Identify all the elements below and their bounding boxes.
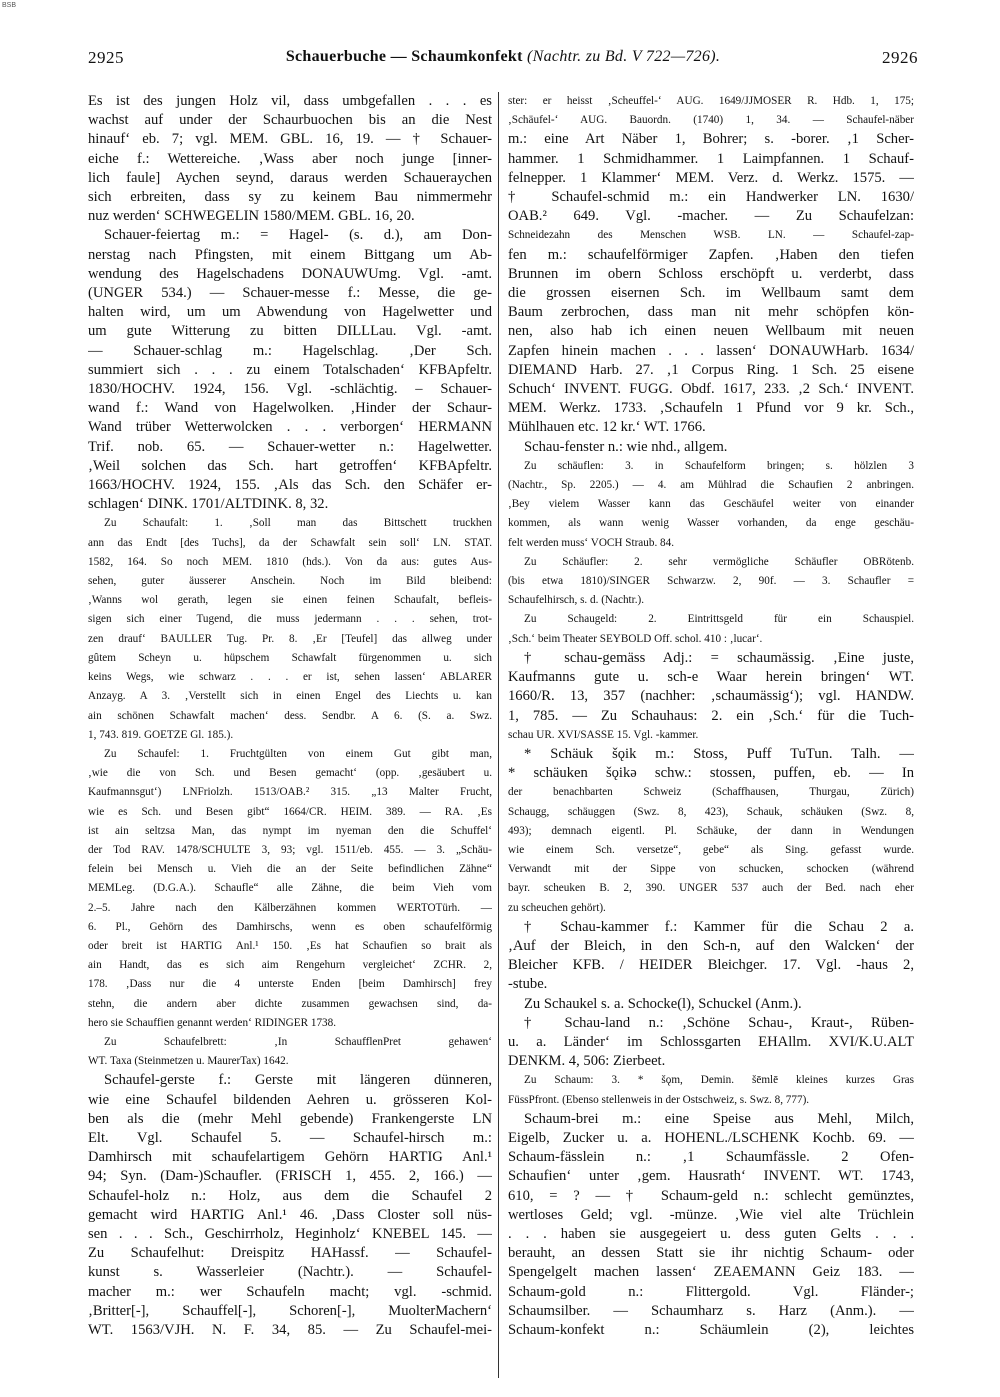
text-line: sich erbreiten, dass sy zu keinem Bau nimmermehr: [88, 189, 492, 206]
running-title: [88, 48, 918, 66]
text-line: Schaum-konfekt n.: Schäumlein (2), leichtes: [508, 1322, 914, 1338]
text-line: (UNGER 534.) — Schauer-messe f.: Messe, die ge-: [88, 285, 492, 302]
text-line: Es ist des jungen Holz vil, dass umbgefallen . . . es: [88, 93, 492, 109]
text-line: Zu Schäufler: 2. sehr vermögliche Schäufler OBRötenb.: [524, 555, 914, 568]
text-line: MEM. Werkz. 1733. ‚Schaufeln 1 Pfund vor 9 kr. Sch.,: [508, 400, 914, 417]
text-line: (Nachtr., Sp. 2205.) — 4. am Mühlrad die Schaufien 2 anbringen.: [508, 479, 914, 492]
text-line: ann das Endt [des Tuchs], da der Schawfalt sein soll‘ LN. STAT.: [88, 536, 492, 549]
text-line: -stube.: [508, 976, 548, 993]
text-line: die grossen eisernen Sch. im Wellbaum samt dem: [508, 285, 914, 302]
text-line: Schauer-feiertag m.: = Hagel- (s. d.), am Don-: [104, 227, 492, 244]
text-line: schau UR. XVI/SASSE 15. Vgl. -kammer.: [508, 728, 699, 741]
page-number-right: 2926: [882, 48, 918, 67]
text-line: Schau-fenster n.: wie nhd., allgem.: [524, 438, 728, 455]
text-line: 1582, 164. So noch MEM. 1810 (hds.). Von da aus: gutes Aus-: [88, 555, 492, 568]
text-line: Schaufel-gerste f.: Gerste mit längeren dünneren,: [104, 1072, 492, 1089]
text-line: Zapfen hinein machen . . . lassen‘ DONAUWHarb. 1634/: [508, 342, 914, 359]
text-line: FüssPfront. (Ebenso stellenweis in der Ostschweiz, s. Swz. 8, 777).: [508, 1093, 810, 1106]
text-line: ‚Weil solchen das Sch. hart getroffen‘ KFBApfeltr.: [88, 457, 492, 474]
text-line: hinauf‘ eb. 7; vgl. MEM. GBL. 16, 19. — † Schauer-: [88, 131, 492, 148]
text-line: Mühlhauen etc. 12 kr.‘ WT. 1766.: [508, 419, 706, 436]
text-line: 610, = ? — † Schaum-geld n.: schlecht gemünztes,: [508, 1187, 914, 1204]
column-divider: [498, 92, 499, 1378]
text-line: wachst auf under der Schaurbuochen bis an die Nest: [88, 112, 492, 129]
text-line: DENKM. 4, 506: Zierbeet.: [508, 1053, 666, 1070]
text-line: ain schönen Schawfalt machen‘ dess. Sendbr. A 6. (S. a. Swz.: [88, 709, 492, 722]
text-line: fen m.: schaufelförmiger Zapfen. ‚Haben den tiefen: [508, 246, 914, 263]
text-line: bayr. scheuken B. 2, 390. UNGER 537 auch der Bed. nach eher: [508, 882, 914, 895]
text-line: Zu Schaum: 3. * šǫm, Demin. šēmlē kleines kurzes Gras: [524, 1074, 914, 1087]
text-line: Bleicher KFB. / HEIDER Bleichger. 17. Vgl. -haus 2,: [508, 957, 914, 974]
text-line: stehn, die andern aber dichte zusammen gewachsen sind, da-: [88, 997, 492, 1010]
text-line: Schuch‘ INVENT. FUGG. Obdf. 1617, 233. ‚2 Sch.‘ INVENT.: [508, 381, 914, 398]
text-line: † Schau-land n.: ‚Schöne Schau-, Kraut-, Rüben-: [524, 1014, 914, 1031]
text-line: summiert sich . . . zu einem Totalschaden‘ KFBApfeltr.: [88, 361, 492, 378]
text-line: Trif. nob. 65. — Schauer-wetter n.: Hagelwetter.: [88, 438, 492, 455]
text-line: felt werden muss‘ VOCH Straub. 84.: [508, 536, 675, 549]
text-line: ist ain seltzsa Man, das nympt im nyeman den die Schuffel‘: [88, 824, 492, 837]
text-line: 178. ‚Dass nur die 4 unterste Enden [beim Damhirsch] frey: [88, 978, 492, 991]
text-line: Kaufmanns gute u. sch-e Waar herein bringen‘ WT.: [508, 669, 914, 686]
text-line: Kaufmannsgut‘) LNFriolzh. 1513/OAB.² 315. „13 Malter Frucht,: [88, 786, 492, 799]
text-line: Schaufelhirsch, s. d. (Nachtr.).: [508, 594, 645, 607]
text-line: Anzayg. A 3. ‚Verstellt sich in einen Engel des Liechts u. kan: [88, 690, 492, 703]
text-line: halten wird, um um Abwendung von Hagelwetter und: [88, 304, 492, 321]
text-line: ‚Sch.‘ beim Theater SEYBOLD Off. schol. 410 : ‚lucar‘.: [508, 632, 763, 645]
text-line: 1, 785. — Zu Schauhaus: 2. ein ‚Sch.‘ für die Tuch-: [508, 707, 914, 724]
text-line: macher m.: wer Schaufeln macht; vgl. -schmid.: [88, 1283, 492, 1300]
text-line: DIEMAND Harb. 27. ‚1 Corpus Ring. 1 Sch. 25 eisene: [508, 361, 914, 378]
text-line: schlagen‘ DINK. 1701/ALTDINK. 8, 32.: [88, 496, 329, 513]
text-line: Zu schäuflen: 3. in Schaufelform bringen; s. hölzlen 3: [524, 459, 914, 472]
text-line: Spengelgelt machen lassen‘ ZEAEMANN Geiz 183. —: [508, 1264, 914, 1281]
text-line: Zu Schaukel s. a. Schocke(l), Schuckel (Anm.).: [524, 995, 802, 1012]
text-line: eiche f.: Wettereiche. ‚Wass aber noch junge [inner-: [88, 150, 492, 167]
text-line: sehen, guter äusserer Anschein. Noch im Bild bleibend:: [88, 575, 492, 588]
text-line: kunst s. Wasserleier (Nachtr.). — Schaufel-: [88, 1264, 492, 1281]
running-title-note: (Nachtr. zu Bd. V 722—726).: [527, 48, 721, 65]
text-line: Eigelb, Zucker u. a. HOHENL./LSCHENK Kochb. 69. —: [508, 1129, 914, 1146]
text-line: wertloses Geld; vgl. -münze. ‚Wie viel alte Trüchlein: [508, 1206, 914, 1223]
text-line: MEMLeg. (D.G.A.). Schaufle“ alle Zähne, die beim Vieh vom: [88, 882, 492, 895]
text-line: wie eine Schaufel bildenden Aehren u. grösseren Kol-: [88, 1091, 492, 1108]
text-line: berauht, an dessen Statt sie ihr nichtig Schaum- oder: [508, 1245, 914, 1262]
text-line: 94; Syn. (Dam-)Schaufler. (FRISCH 1, 455. 2, 166.) —: [88, 1168, 492, 1185]
library-stamp: BSB: [2, 2, 17, 9]
text-line: Brunnen im obern Schloss erschöpft u. verderbt, dass: [508, 265, 914, 282]
text-line: gemacht wird HARTIG Anl.¹ 46. ‚Dass Closter soll nüs-: [88, 1206, 492, 1223]
text-line: Schaum-fässlein n.: ‚1 Schaumfässle. 2 Ofen-: [508, 1149, 914, 1166]
text-line: Zu Schaufelhut: Dreispitz HAHassf. — Schaufel-: [88, 1245, 492, 1262]
text-line: gûtem Scheyn u. hüpschem Schawfalt fürgenommen u. sich: [88, 651, 492, 664]
text-line: ‚wie die von Sch. und Besen gemacht‘ (opp. ‚gesäubert u.: [88, 767, 492, 780]
text-line: 1663/HOCHV. 1924, 155. ‚Als das Sch. den Schäfer er-: [88, 477, 492, 494]
page-number-left: 2925: [88, 48, 124, 67]
text-line: zu scheuchen gehört).: [508, 901, 606, 914]
text-line: (bis etwa 1810)/SINGER Schwarzw. 2, 90f. — 3. Schaufler =: [508, 575, 914, 588]
text-line: kommen, als wann wenig Wasser vorhanden, da enge geschäu-: [508, 517, 914, 530]
right-column: [508, 92, 914, 1382]
text-line: der Tod RAV. 1478/SCHULTE 3, 93; vgl. 1511/eb. 455. — 3. „Schäu-: [88, 843, 492, 856]
text-line: Zu Schaufelbrett: ‚In SchaufflenPret gehawen‘: [104, 1035, 492, 1048]
text-line: felein bei Mensch u. Vieh die an der Seite befindlichen Zähne“: [88, 863, 492, 876]
running-title-text: Schauerbuche — Schaumkonfekt: [285, 48, 523, 65]
text-line: * Schäuk šǫik m.: Stoss, Puff TuTun. Talh. —: [524, 745, 914, 762]
text-line: OAB.² 649. Vgl. -macher. — Zu Schaufelzan:: [508, 208, 914, 225]
left-column: [88, 92, 492, 1382]
text-line: ain Handt, das es sich aim Rengehurn vergleichet‘ ZCHR. 2,: [88, 959, 492, 972]
text-line: ‚Bey vielem Wasser kann das Geschäufel weiter von einander: [508, 498, 914, 511]
text-line: wie es Sch. und Besen gibt“ 1664/CR. HEIM. 389. — RA. ‚Es: [88, 805, 492, 818]
text-line: — Schauer-schlag m.: Hagelschlag. ‚Der Sch.: [88, 342, 492, 359]
text-line: wand f.: Wand von Hagelwolken. ‚Hinder der Schaur-: [88, 400, 492, 417]
text-line: wendung des Hagelschadens DONAUWUmg. Vgl. -amt.: [88, 265, 492, 282]
text-line: ‚Britter[-], Schauffel[-], Schoren[-], MuolterMachern‘: [88, 1302, 492, 1319]
text-line: nen, also hab ich einen neuen Wellbaum mit neuen: [508, 323, 914, 340]
text-line: lich faule] Aychen seynd, daraus werden Schaueraychen: [88, 169, 492, 186]
text-line: Baum zerbrochen, dass man nit mehr schöpfen kön-: [508, 304, 914, 321]
text-line: Schaufel-holz n.: Holz, aus dem die Schaufel 2: [88, 1187, 492, 1204]
text-line: 493); demnach eigentl. Pl. Schäuke, der dann in Wendungen: [508, 824, 914, 837]
text-line: † schau-gemäss Adj.: = schaumässig. ‚Eine juste,: [524, 649, 914, 666]
text-line: Zu Schaufalt: 1. ‚Soll man das Bittschett truckhen: [104, 517, 492, 530]
text-line: nuz werden‘ SCHWEGELIN 1580/MEM. GBL. 16, 20.: [88, 208, 415, 225]
text-line: m.: eine Art Näber 1, Bohrer; s. -borer. ‚1 Scher-: [508, 131, 914, 148]
text-line: Schaum-brei m.: eine Speise aus Mehl, Milch,: [524, 1110, 914, 1127]
text-line: 2.–5. Jahre nach den Kälberzähnen kommen WERTOTürh. —: [88, 901, 492, 914]
text-line: Schaufien‘ unter ‚gem. Hausrath‘ INVENT. WT. 1743,: [508, 1168, 914, 1185]
text-line: Schaumsilber. — Schaumharz s. Harz (Anm.). —: [508, 1302, 914, 1319]
text-line: um gute Witterung zu bitten DILLLau. Vgl. -amt.: [88, 323, 492, 340]
text-line: Damhirsch mit schaufelartigem Gehörn HARTIG Anl.¹: [88, 1149, 492, 1166]
text-line: zen drauf‘ BAULLER Tug. Pr. 8. ‚Er [Teufel] das allweg under: [88, 632, 492, 645]
text-line: keins Wegs, wie schwarz . . . er ist, sehen lassen‘ ABLARER: [88, 671, 492, 684]
text-line: wie einem Sch. versetze“, gebe“ als Sing. gefasst wurde.: [508, 843, 914, 856]
text-line: Wand trüber Wetterwolcken . . . verborgen‘ HERMANN: [88, 419, 492, 436]
text-line: ‚Schäufel-‘ AUG. Bauordn. (1740) 1, 34. — Schaufel-näber: [508, 114, 914, 127]
text-line: ben als die (mehr Mehl gebende) Frankengerste LN: [88, 1110, 492, 1127]
text-line: sen . . . Sch., Geschirrholz, Heginholz‘ KNEBEL 145. —: [88, 1225, 492, 1242]
text-line: Zu Schaugeld: 2. Eintrittsgeld für ein Schauspiel.: [524, 613, 914, 626]
page-header: [88, 48, 918, 72]
text-line: u. a. Länder‘ im Schlossgarten EHAllm. XVI/K.U.ALT: [508, 1033, 914, 1050]
text-line: nerstag nach Pfingsten, mit einem Bittgang um Ab-: [88, 246, 492, 263]
text-line: hero sie Schauffien genannt werden‘ RIDINGER 1738.: [88, 1016, 337, 1029]
text-line: Zu Schaufel: 1. Fruchtgülten von einem Gut gibt man,: [104, 747, 492, 760]
text-line: WT. Taxa (Steinmetzen u. MaurerTax) 1642.: [88, 1055, 289, 1068]
text-line: 1830/HOCHV. 1924, 156. Vgl. -schlächtig. – Schauer-: [88, 381, 492, 398]
text-line: hammer. 1 Schmidhammer. 1 Laimpfannen. 1 Schauf-: [508, 150, 914, 167]
text-line: † Schaufel-schmid m.: ein Handwerker LN. 1630/: [508, 189, 914, 206]
text-line: . . . haben sie ausgegeiert u. dess guten Gelts . . .: [508, 1225, 914, 1242]
text-line: 6. Pl., Gehörn des Damhirschs, wenn es oben schaufelförmig: [88, 920, 492, 933]
text-line: sigen sich einer Tugend, die muss jedermann . . . sehen, trot-: [88, 613, 492, 626]
text-line: felnepper. 1 Klammer‘ MEM. Verz. d. Werkz. 1575. —: [508, 169, 914, 186]
text-line: Elt. Vgl. Schaufel 5. — Schaufel-hirsch m.:: [88, 1129, 492, 1146]
text-line: 1660/R. 13, 357 (nachher: ‚schaumässig‘); vgl. HANDW.: [508, 688, 914, 705]
text-line: * schäuken šǫikə schw.: stossen, puffen, eb. — In: [508, 765, 914, 782]
text-line: Schneidezahn des Menschen WSB. LN. — Schaufel-zap-: [508, 229, 914, 242]
text-line: ‚Auf der Bleich, in den Sch-n, auf den Walcken‘ der: [508, 937, 914, 954]
text-line: der benachbarten Schweiz (Schaffhausen, Thurgau, Zürich): [508, 786, 914, 799]
text-line: † Schau-kammer f.: Kammer für die Schau 2 a.: [524, 918, 914, 935]
text-line: Verwandt mit der Sippe von schucken, schocken (während: [508, 863, 914, 876]
text-line: oder breit ist HARTIG Anl.¹ 150. ‚Es hat Schaufien so brait als: [88, 939, 492, 952]
text-line: ‚Wanns wol gerath, legen sie einen feinen Schaufalt, befleis-: [88, 594, 492, 607]
text-line: Schaum-gold n.: Flittergold. Vgl. Fländer-;: [508, 1283, 914, 1300]
text-line: WT. 1563/VJH. N. F. 34, 85. — Zu Schaufel-mei-: [88, 1322, 492, 1338]
text-line: ster: er heisst ‚Scheuffel-‘ AUG. 1649/JJMOSER R. Hdb. 1, 175;: [508, 95, 914, 107]
text-line: 1, 743. 819. GOETZE Gl. 185.).: [88, 728, 234, 741]
text-line: Schaugg, schäuggen (Swz. 8, 423), Schauk, schäuken (Swz. 8,: [508, 805, 914, 818]
